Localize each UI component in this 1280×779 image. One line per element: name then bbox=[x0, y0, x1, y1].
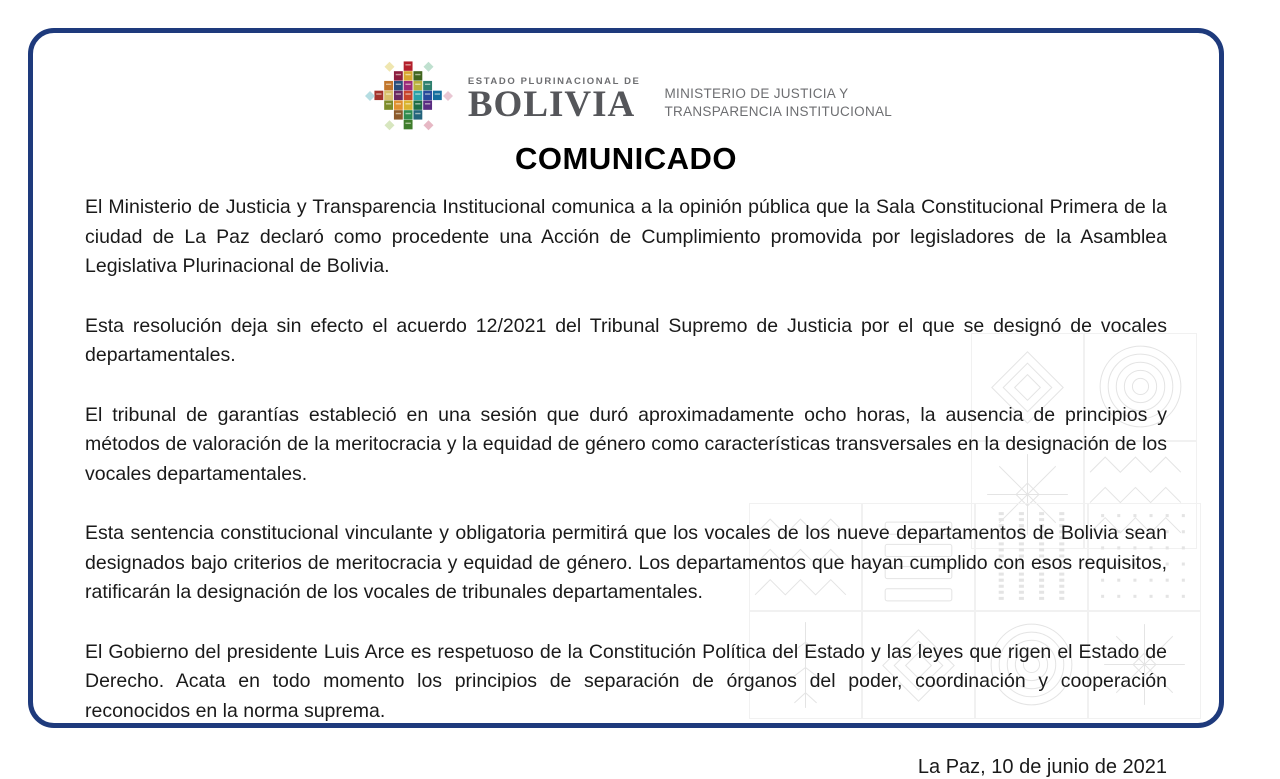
bolivia-mosaic-logo-icon bbox=[360, 57, 458, 135]
ministry-line2: TRANSPARENCIA INSTITUCIONAL bbox=[664, 104, 893, 119]
country-block bbox=[467, 70, 641, 125]
estado-plurinacional-label: ESTADO PLURINACIONAL DE bbox=[467, 75, 641, 87]
paragraph-5: El Gobierno del presidente Luis Arce es respetuoso de la Constitución Política del Estado y las leyes que rigen el Estado de Derecho. Acata en todo momento los principios de separación de órganos del poder, coordinación y cooperación reconocidos en la norma suprema. bbox=[85, 640, 1167, 722]
paragraph-1: El Ministerio de Justicia y Transparencia Institucional comunica a la opinión pública que la Sala Constitucional Primera de la ciudad de La Paz declaró como procedente una Acción de Cumplimiento promovida por legisladores de la Asamblea Legislativa Plurinacional de Bolivia. bbox=[85, 196, 1167, 277]
ministry-name bbox=[664, 71, 892, 120]
paragraph-4: Esta sentencia constitucional vinculante y obligatoria permitirá que los vocales de los nueve departamentos de Bolivia sean designados bajo criterios de meritocracia y equidad de género. Los departamentos que hayan cumplido con esos requisitos, ratificarán la designación de los vocales de tribunales departamentales. bbox=[85, 522, 1167, 603]
dateline: La Paz, 10 de junio de 2021 bbox=[917, 756, 1167, 778]
communique-content bbox=[33, 33, 1219, 778]
communique-body bbox=[85, 193, 1167, 779]
page-title: COMUNICADO bbox=[515, 141, 737, 176]
communique-card bbox=[28, 28, 1224, 778]
paragraph-3: El tribunal de garantías estableció en una sesión que duró aproximadamente ocho horas, la ausencia de principios y métodos de valoración de la meritocracia y la equidad de género como características transversales en la designación de los vocales departamentales. bbox=[85, 403, 1167, 485]
government-header bbox=[85, 57, 1167, 135]
ministry-line1: MINISTERIO DE JUSTICIA Y bbox=[664, 86, 849, 102]
country-name: BOLIVIA bbox=[467, 83, 636, 125]
paragraph-2: Esta resolución deja sin efecto el acuerdo 12/2021 del Tribunal Supremo de Justicia por el que se designó de vocales departamentales. bbox=[85, 314, 1167, 366]
